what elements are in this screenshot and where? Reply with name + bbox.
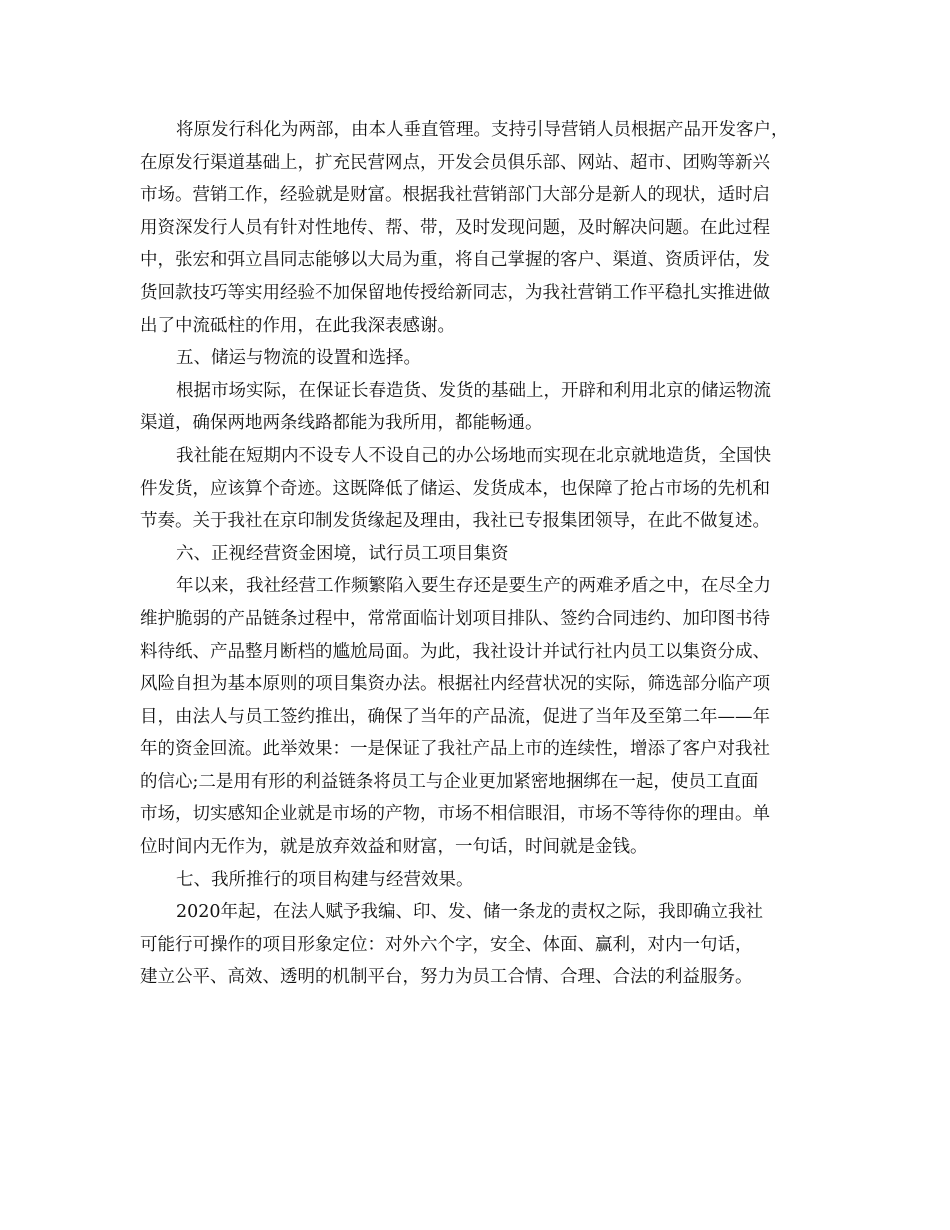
paragraph-line: 将原发行科化为两部，由本人垂直管理。支持引导营销人员根据产品开发客户，	[176, 120, 789, 140]
paragraph-line: 料待纸、产品整月断档的尴尬局面。为此，我社设计并试行社内员工以集资分成、	[140, 641, 770, 662]
paragraph-line: 渠道，确保两地两条线路都能为我所用，都能畅通。	[140, 413, 543, 434]
paragraph-line: 目，由法人与员工签约推出，确保了当年的产品流，促进了当年及至第二年——年	[140, 706, 770, 727]
paragraph-line: 在原发行渠道基础上，扩充民营网点，开发会员俱乐部、网站、超市、团购等新兴	[140, 152, 770, 173]
paragraph-line: 建立公平、高效、透明的机制平台，努力为员工合情、合理、合法的利益服务。	[140, 967, 753, 988]
paragraph-line: 我社能在短期内不设专人不设自己的办公场地而实现在北京就地造货，全国快	[176, 445, 771, 466]
paragraph-line: 位时间内无作为，就是放弃效益和财富，一句话，时间就是金钱。	[140, 837, 648, 858]
paragraph-line: 市场，切实感知企业就是市场的产物，市场不相信眼泪，市场不等待你的理由。单	[140, 804, 770, 825]
body-text	[140, 114, 820, 994]
paragraph-line: 年以来，我社经营工作频繁陷入要生存还是要生产的两难矛盾之中，在尽全力	[176, 576, 771, 597]
paragraph-line: 用资深发行人员有针对性地传、帮、带，及时发现问题，及时解决问题。在此过程	[140, 217, 770, 238]
paragraph-line: 年的资金回流。此举效果：一是保证了我社产品上市的连续性，增添了客户对我社	[140, 739, 770, 760]
paragraph-line: 的信心;二是用有形的利益链条将员工与企业更加紧密地捆绑在一起，使员工直面	[140, 771, 759, 792]
paragraph-line: 2020年起，在法人赋予我编、印、发、储一条龙的责权之际，我即确立我社	[176, 902, 764, 923]
paragraph-line: 根据市场实际，在保证长春造货、发货的基础上，开辟和利用北京的储运物流	[176, 380, 771, 401]
section-heading: 七、我所推行的项目构建与经营效果。	[176, 869, 474, 890]
paragraph-line: 维护脆弱的产品链条过程中，常常面临计划项目排队、签约合同违约、加印图书待	[140, 608, 770, 629]
paragraph-line: 市场。营销工作，经验就是财富。根据我社营销部门大部分是新人的现状，适时启	[140, 185, 770, 206]
paragraph-line: 可能行可操作的项目形象定位：对外六个字，安全、体面、赢利，对内一句话，	[140, 934, 753, 955]
paragraph-line: 货回款技巧等实用经验不加保留地传授给新同志，为我社营销工作平稳扎实推进做	[140, 282, 770, 303]
paragraph-line: 件发货，应该算个奇迹。这既降低了储运、发货成本，也保障了抢占市场的先机和	[140, 478, 770, 499]
paragraph-line: 节奏。关于我社在京印制发货缘起及理由，我社已专报集团领导，在此不做复述。	[140, 511, 770, 532]
paragraph-line: 风险自担为基本原则的项目集资办法。根据社内经营状况的实际，筛选部分临产项	[140, 674, 770, 695]
paragraph-line: 出了中流砥柱的作用，在此我深表感谢。	[140, 315, 455, 336]
paragraph-line: 中，张宏和弭立昌同志能够以大局为重，将自己掌握的客户、渠道、资质评估，发	[140, 250, 770, 271]
section-heading: 六、正视经营资金困境，试行员工项目集资	[176, 543, 509, 564]
section-heading: 五、储运与物流的设置和选择。	[176, 348, 421, 369]
